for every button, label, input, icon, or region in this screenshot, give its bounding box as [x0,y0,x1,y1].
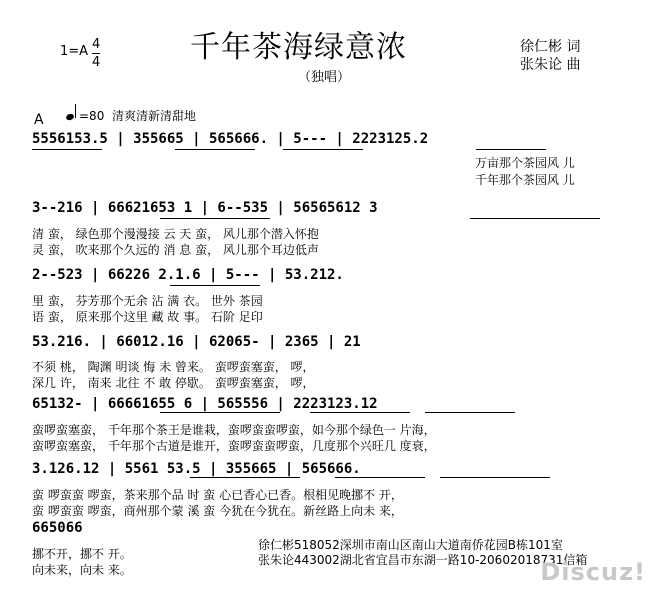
time-signature [92,36,100,71]
time-signature-top: 4 [92,37,101,52]
lyricist-credit: 徐仁彬 词 [520,39,581,55]
beam-line [190,477,300,478]
beam-line [440,477,550,478]
notation-row-1: 5556153.5 | 355665 | 565666. | 5--- | 2223125.2 [32,131,429,147]
lyric-row-4-verse-1: 不须 桃， 陶渊 明谈 悔 未 曾来。 蛮啰蛮塞蛮， 啰， [32,360,315,374]
tempo-marking [66,104,196,124]
lyric-row-7-verse-1: 挪不开，挪不 开。 [32,547,132,561]
beam-line [476,149,546,150]
quarter-note-icon [65,113,75,121]
lyric-row-7-verse-2: 向未来，向未 来。 [32,563,132,577]
lyric-row-2-verse-1: 清 蛮， 绿色那个漫漫接 云 天 蛮， 风儿那个潜入怀抱 [32,227,319,241]
note-stem-icon [75,104,76,118]
notation-row-2: 3--216 | 66621653 1 | 6--535 | 56565612 3 [32,200,378,216]
notation-row-6: 3.126.12 | 5561 53.5 | 355665 | 565666. [32,461,361,477]
composer-credit: 张朱论 曲 [520,57,581,73]
beam-line [283,149,363,150]
lyric-row-3-verse-2: 语 蛮， 原来那个这里 藏 故 事。 石阶 足印 [32,310,263,324]
song-subtitle: （独唱） [298,70,351,85]
song-title: 千年茶海绿意浓 [190,30,407,65]
footer-address-composer: 张朱论443002湖北省宜昌市东湖一路10-20602018731信箱 [258,553,588,567]
beam-line [470,218,600,219]
beam-line [335,477,425,478]
lyric-row-1-verse-2: 千年那个茶园风 儿 [475,173,575,187]
beam-line [32,149,102,150]
notation-row-3: 2--523 | 66226 2.1.6 | 5--- | 53.212. [32,267,344,283]
lyric-row-2-verse-2: 灵 蛮， 吹来那个久远的 消 息 蛮， 风儿那个耳边低声 [32,243,319,257]
notation-row-5: 65132- | 66661655 6 | 565556 | 2223123.12 [32,396,378,412]
beam-line [160,412,280,413]
time-signature-bottom: 4 [92,55,101,70]
section-mark: A [34,112,44,128]
lyric-row-3-verse-1: 里 蛮， 芬芳那个无余 沾 满 衣。 世外 茶园 [32,294,263,308]
notation-row-4: 53.216. | 66012.16 | 62065- | 2365 | 21 [32,334,361,350]
discuz-watermark: Discuz! [540,558,646,586]
lyric-row-4-verse-2: 深几 许， 南来 北往 不 敢 停歇。 蛮啰蛮塞蛮， 啰， [32,376,315,390]
footer-address-lyricist: 徐仁彬518052深圳市南山区南山大道南侨花园B栋101室 [258,538,563,552]
notation-row-7: 665066 [32,520,83,536]
beam-line [310,412,410,413]
beam-line [175,149,255,150]
expression-text: 清爽清新清甜地 [111,109,196,123]
lyric-row-1-verse-1: 万亩那个茶园风 儿 [475,156,575,170]
lyric-row-5-verse-2: 蛮啰蛮塞蛮， 千年那个古道是谁开，蛮啰蛮蛮啰蛮，几度那个兴旺几 度衰， [32,439,436,453]
lyric-row-6-verse-2: 蛮 啰蛮蛮 啰蛮，商州那个蒙 溪 蛮 今犹在今犹在。新丝路上向未 来， [32,504,403,518]
key-signature: 1=A [60,44,89,59]
beam-line [160,218,270,219]
beam-line [170,285,260,286]
beam-line [425,412,515,413]
tempo-value: =80 [79,109,105,123]
lyric-row-6-verse-1: 蛮 啰蛮蛮 啰蛮，茶来那个品 时 蛮 心已香心已香。根相见晚挪不 开， [32,488,403,502]
lyric-row-5-verse-1: 蛮啰蛮塞蛮， 千年那个茶王是谁栽，蛮啰蛮蛮啰蛮，如今那个绿色一 片海， [32,423,436,437]
